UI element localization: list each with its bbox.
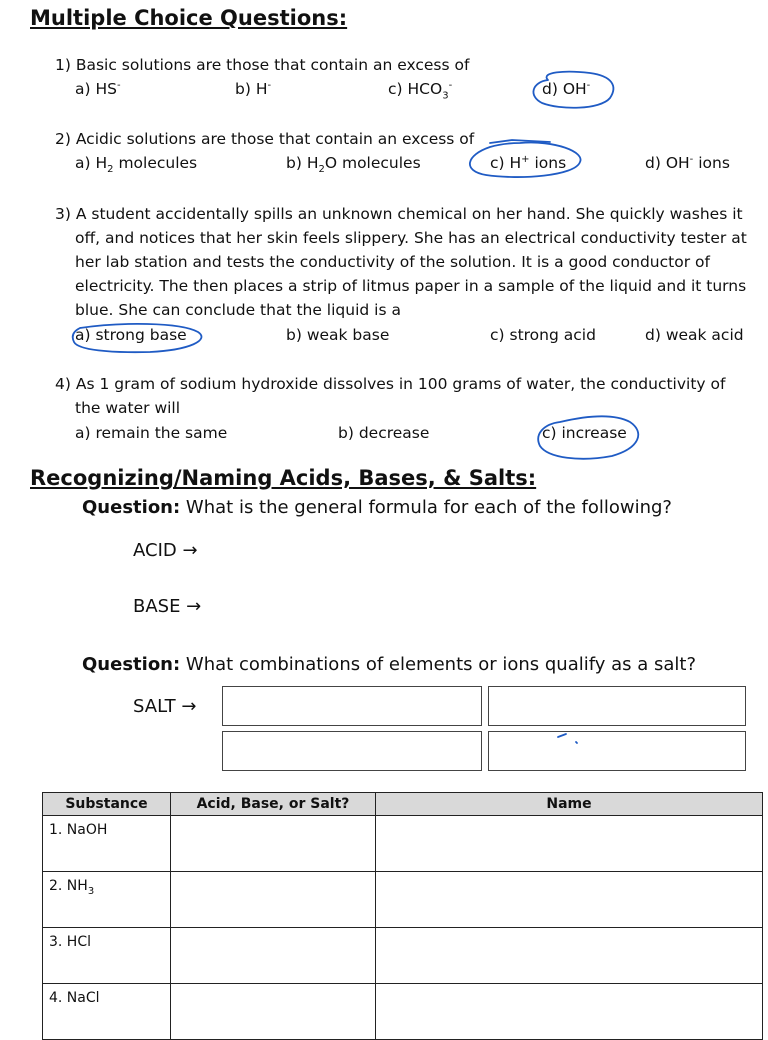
- substance-table: [42, 792, 763, 1040]
- name-cell[interactable]: [376, 984, 763, 1040]
- table-row: [43, 816, 763, 872]
- q4-stem-line2: the water will: [75, 399, 181, 417]
- q2-stray-mark: [490, 140, 550, 143]
- q4-option-c[interactable]: c) increase: [542, 424, 627, 442]
- q1-option-c[interactable]: c) $HCO_3^-$: [388, 80, 453, 102]
- substance-cell: 3. HCl: [43, 928, 171, 984]
- substance-cell: 2. $NH_3$: [43, 872, 171, 928]
- q2-option-c[interactable]: c) H+ ions: [490, 154, 567, 173]
- q2-option-b[interactable]: b) $H_2O$ molecules: [286, 154, 421, 176]
- name-cell[interactable]: [376, 872, 763, 928]
- base-label: BASE →: [133, 596, 202, 617]
- table-row: [43, 984, 763, 1040]
- q3-option-c[interactable]: c) strong acid: [490, 326, 596, 344]
- salt-answer-box-4[interactable]: [488, 731, 746, 771]
- q1-option-a[interactable]: a) HS-: [75, 80, 121, 99]
- header-classification: Acid, Base, or Salt?: [171, 793, 376, 816]
- salt-answer-box-2[interactable]: [488, 686, 746, 726]
- q3-option-d[interactable]: d) weak acid: [645, 326, 744, 344]
- classification-cell[interactable]: [171, 816, 376, 872]
- formula-question: Question: What is the general formula for each of the following?: [82, 497, 672, 518]
- q1-stem: 1) Basic solutions are those that contain an excess of: [55, 56, 470, 74]
- substance-cell: 4. NaCl: [43, 984, 171, 1040]
- table-row: [43, 928, 763, 984]
- classification-cell[interactable]: [171, 984, 376, 1040]
- q4-option-a[interactable]: a) remain the same: [75, 424, 228, 442]
- salt-question: Question: What combinations of elements or ions qualify as a salt?: [82, 654, 697, 675]
- header-substance: Substance: [43, 793, 171, 816]
- name-cell[interactable]: [376, 816, 763, 872]
- mc-heading: Multiple Choice Questions:: [30, 6, 348, 30]
- q3-stem: 3) A student accidentally spills an unknown chemical on her hand. She quickly washes it off, and notices that her skin feels slippery. She has an electrical conductivity tester at her lab station and tests the conductivity of the solution. It is a good conductor of electricity. The then places a strip of litmus paper in a sample of the liquid and it turns blue. She can conclude that the liquid is a: [55, 205, 747, 319]
- naming-heading: Recognizing/Naming Acids, Bases, & Salts:: [30, 466, 537, 490]
- salt-answer-box-1[interactable]: [222, 686, 482, 726]
- q4-stem-line1: 4) As 1 gram of sodium hydroxide dissolves in 100 grams of water, the conductivity of: [55, 375, 726, 393]
- q3-option-b[interactable]: b) weak base: [286, 326, 390, 344]
- salt-answer-box-3[interactable]: [222, 731, 482, 771]
- q2-option-d[interactable]: d) OH- ions: [645, 154, 730, 173]
- classification-cell[interactable]: [171, 928, 376, 984]
- classification-cell[interactable]: [171, 872, 376, 928]
- q2-option-a[interactable]: a) $H_2$ molecules: [75, 154, 198, 176]
- table-row: [43, 872, 763, 928]
- q3-option-a[interactable]: a) strong base: [75, 326, 187, 344]
- header-name: Name: [376, 793, 763, 816]
- q1-option-d[interactable]: d) OH-: [542, 80, 591, 99]
- q1-option-b[interactable]: b) H-: [235, 80, 272, 99]
- name-cell[interactable]: [376, 928, 763, 984]
- salt-label: SALT →: [133, 696, 197, 717]
- q2-stem: 2) Acidic solutions are those that contain an excess of: [55, 130, 475, 148]
- acid-label: ACID →: [133, 540, 198, 561]
- q4-option-b[interactable]: b) decrease: [338, 424, 430, 442]
- substance-cell: 1. NaOH: [43, 816, 171, 872]
